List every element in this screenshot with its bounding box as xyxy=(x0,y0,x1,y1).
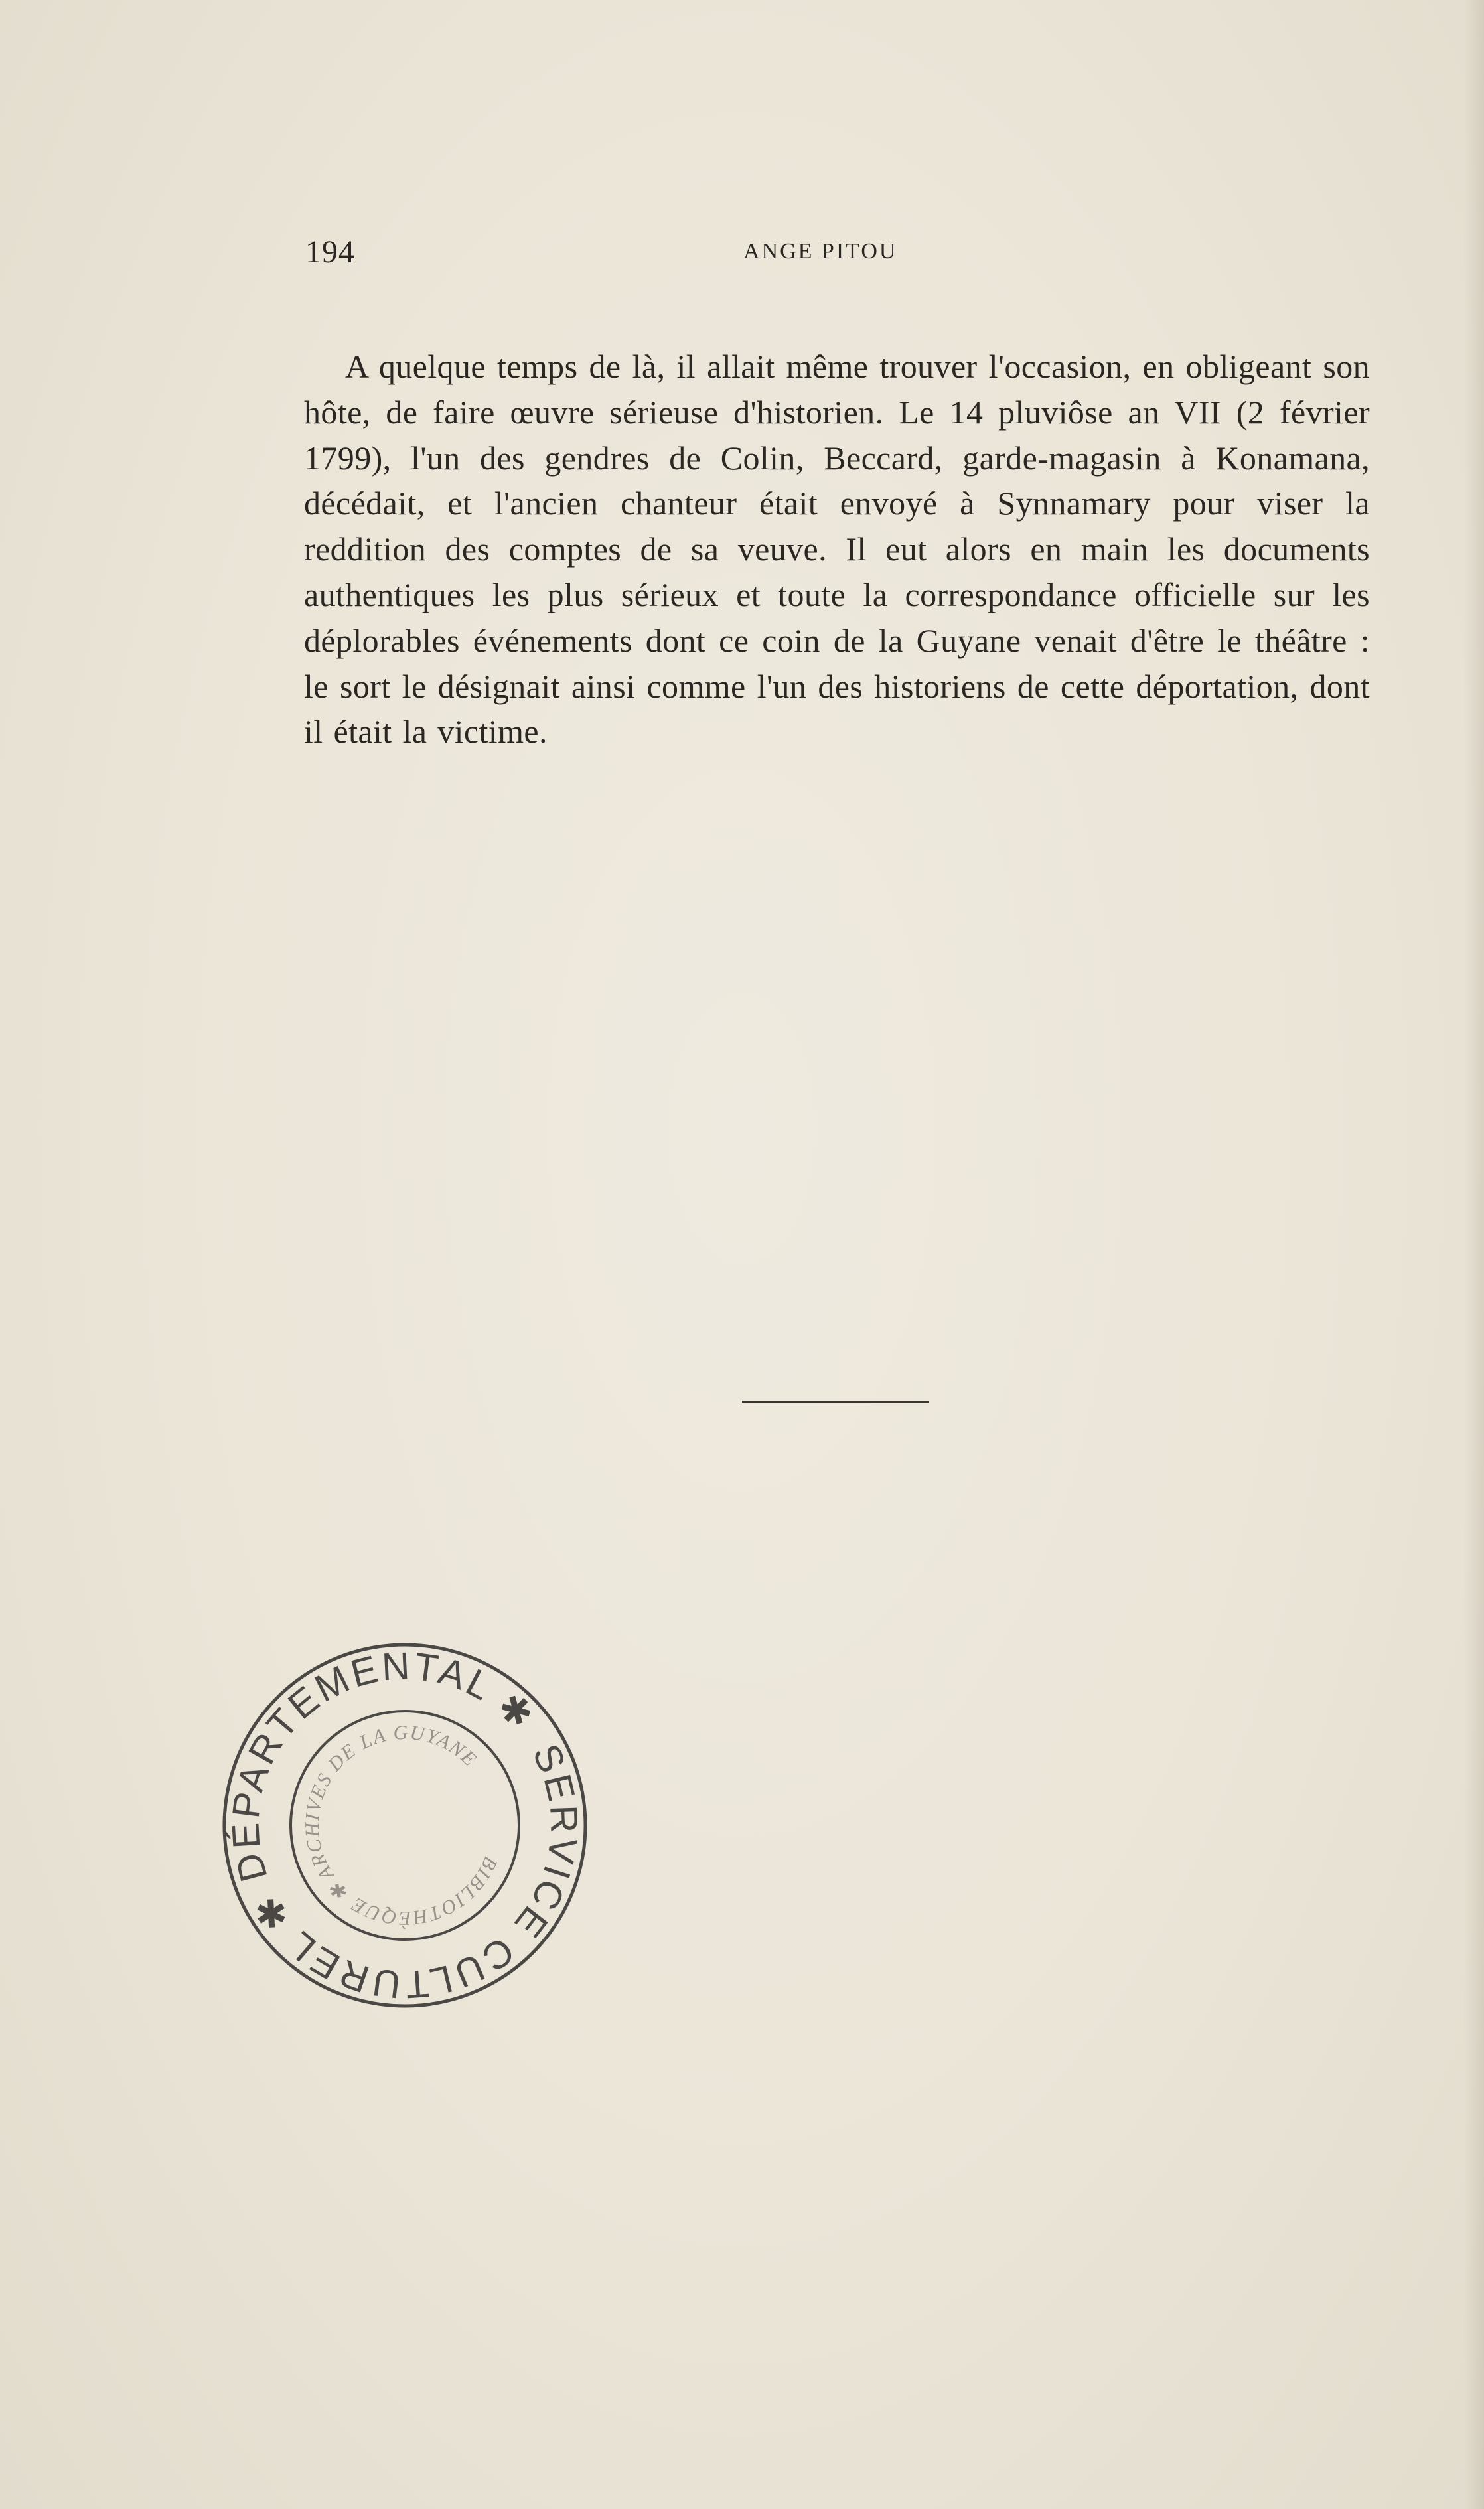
body-paragraph: A quelque temps de là, il allait même trouver l'occasion, en obligeant son hôte, de faire œuvre sérieuse d'historien. Le 14 pluviôse an VII (2 février 1799), l'un des gendres de Colin, Beccard, garde-magasin à Konamana, décédait, et l'ancien chanteur était envoyé à Synnamary pour viser la reddition des comptes de sa veuve. Il eut alors en main les documents authentiques les plus sérieux et toute la correspondance officielle sur les déplorables événements dont ce coin de la Guyane venait d'être le théâtre : le sort le désignait ainsi comme l'un des historiens de cette déportation, dont il était la victime. xyxy=(304,348,1370,751)
stamp-inner-textpath: BIBLIOTHÈQUE ✱ ARCHIVES DE LA GUYANE xyxy=(301,1721,502,1930)
stamp-outer-text xyxy=(199,1620,611,2031)
stamp-outer-textpath: SERVICE CULTUREL ✱ DÉPARTEMENTAL ✱ xyxy=(224,1644,586,2007)
library-stamp xyxy=(199,1620,611,2031)
page-number: 194 xyxy=(305,234,355,269)
page-edge-shadow xyxy=(1464,0,1484,2509)
stamp-inner-text xyxy=(272,1693,538,1959)
section-end-rule xyxy=(742,1401,929,1403)
stamp-graphic xyxy=(199,1620,611,2031)
running-title: ANGE PITOU xyxy=(743,239,898,264)
running-head xyxy=(305,234,1380,273)
